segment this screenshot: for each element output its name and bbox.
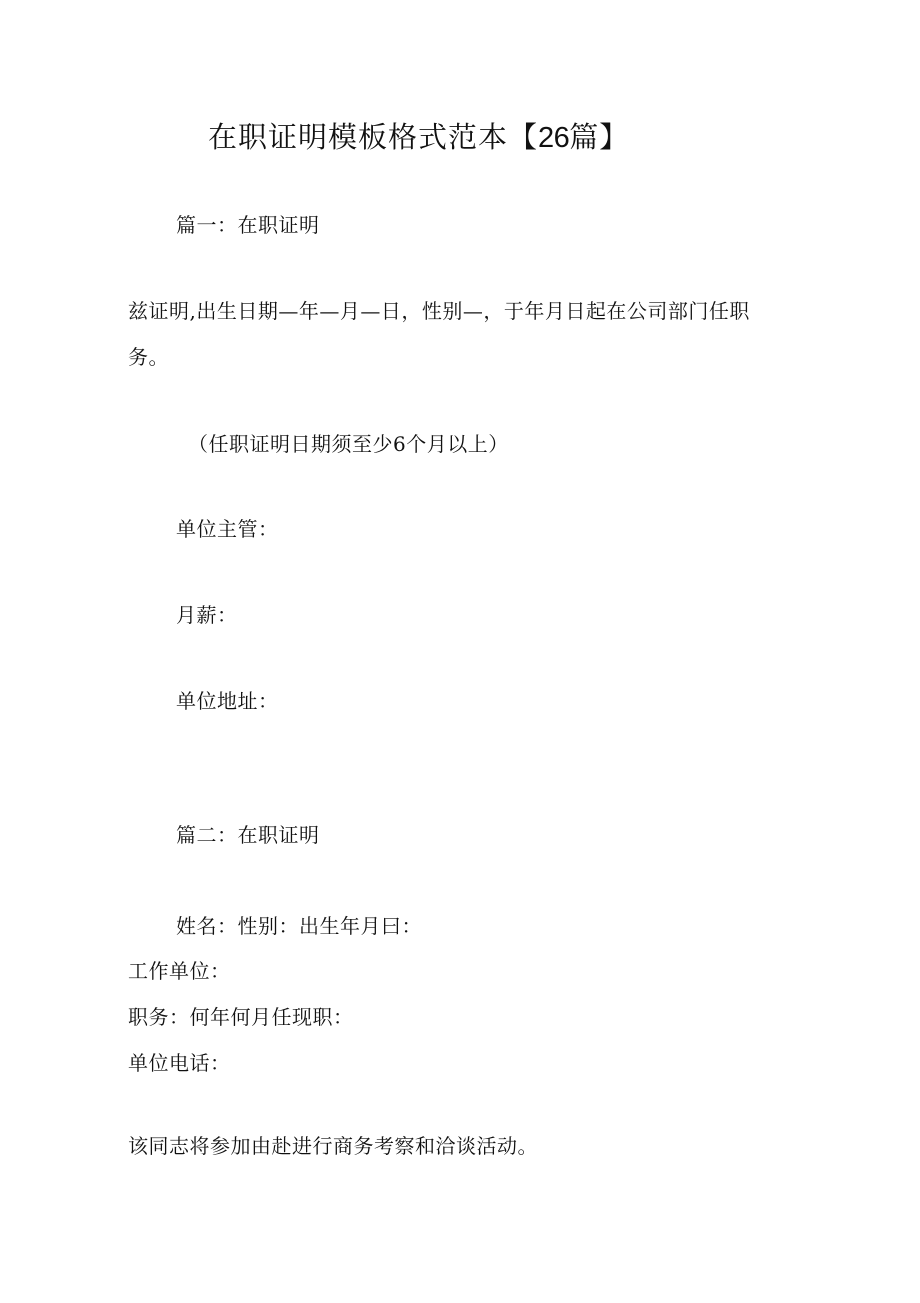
section1-note: （任职证明日期须至少6个月以上） (188, 432, 509, 456)
closing-line: 该同志将参加由赴进行商务考察和洽谈活动。 (128, 1134, 538, 1158)
position-label: 职务：何年何月任现职： (128, 1005, 354, 1029)
section2-heading: 篇二：在职证明 (176, 823, 320, 847)
section1-heading: 篇一：在职证明 (176, 213, 320, 237)
salary-label: 月薪： (176, 603, 238, 627)
title-prefix: 在职证明模板格式范本【 (208, 120, 539, 154)
title-suffix: 篇】 (569, 120, 630, 154)
supervisor-label: 单位主管： (176, 517, 279, 541)
section1-paragraph: 兹证明,出生日期—年—月—日，性别—，于年月日起在公司部门任职务。 (128, 299, 750, 369)
document-title (208, 120, 629, 155)
address-label: 单位地址： (176, 689, 279, 713)
workplace-label: 工作单位： (128, 959, 231, 983)
title-number: 26 (538, 122, 570, 154)
phone-label: 单位电话： (128, 1051, 231, 1075)
info-line: 姓名：性别：出生年月曰： (176, 914, 422, 938)
